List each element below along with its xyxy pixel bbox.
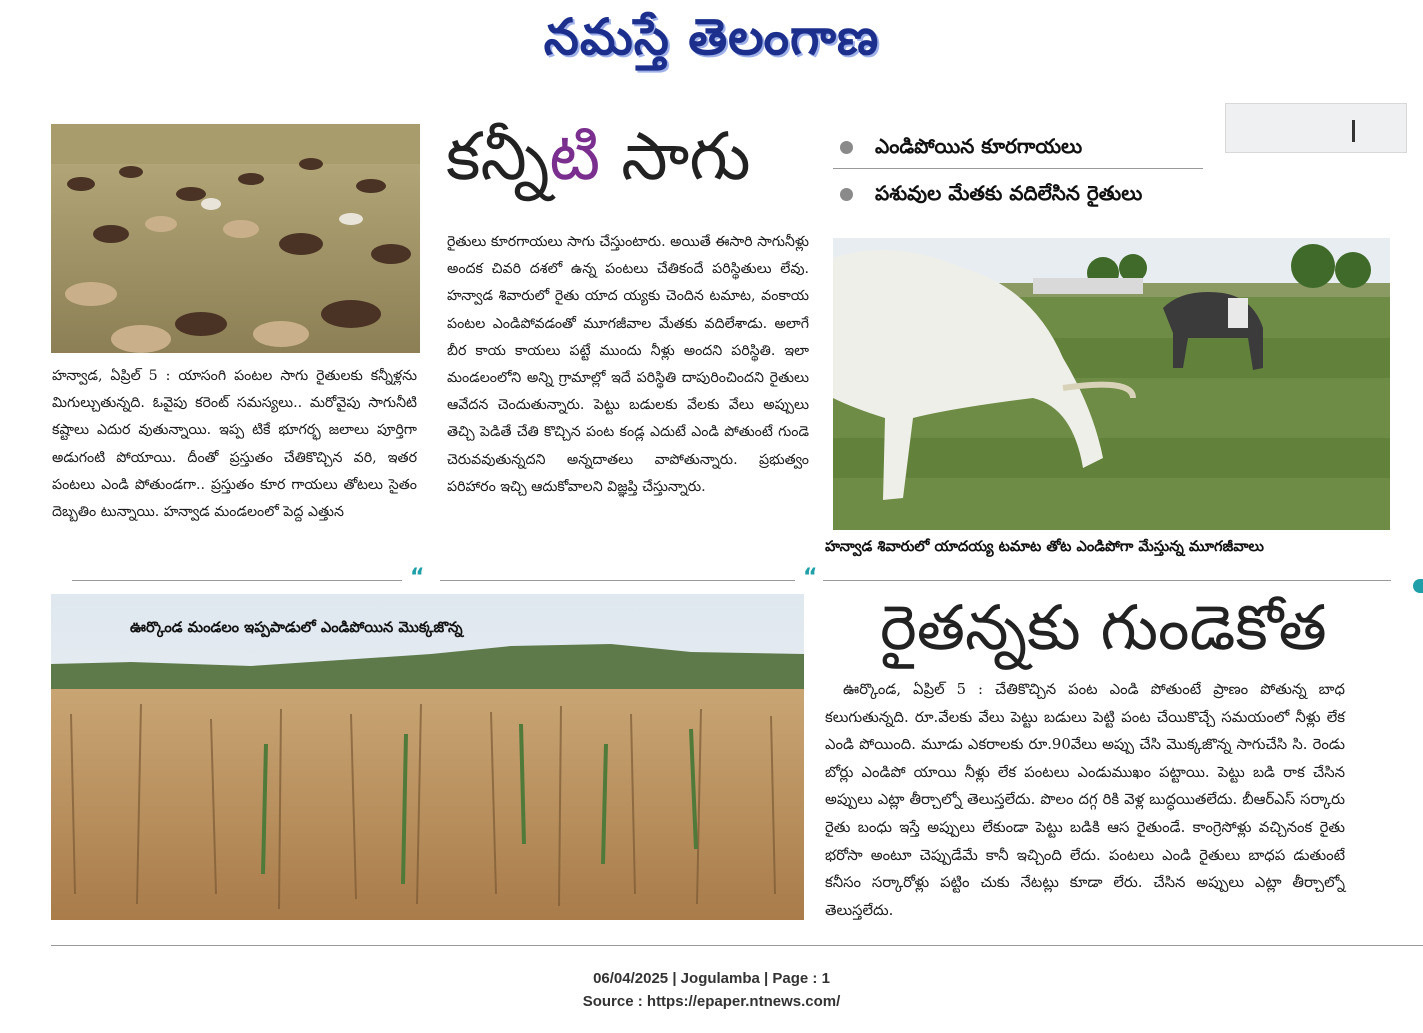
corner-box bbox=[1225, 103, 1407, 153]
maize-photo bbox=[51, 594, 804, 920]
quote-mark-icon: “ bbox=[410, 565, 425, 590]
main-story-body: రైతులు కూరగాయలు సాగు చేస్తుంటారు. అయితే ఈసారి సాగునీళ్లు అందక చివరి దశలో ఉన్న పంటలు చేతికందే పరిస్థితులు లేవు. హన్వాడ శివారులో రైతు యాద య్యకు చెందిన టమాట, వంకాయ పంటల ఎండిపోవడంతో మూగజీవాల మేతకు వదిలేశాడు. అలాగే బీర కాయ కాయలు పట్టే ముందు నీళ్లు అందని పరిస్థితి. ఇలా మండలంలోని అన్ని గ్రామాల్లో ఇదే పరిస్థితి దాపురించిందని రైతులు ఆవేదన చెందుతున్నారు. పెట్టు బడులకు వేలకు వేలు అప్పులు తెచ్చి పెడితే చేతి కొచ్చిన పంట కండ్ల ఎదుటే ఎండి పోతుంటే గుండె చెరువవుతున్నదని అన్నదాతలు వాపోతున్నారు. ప్రభుత్వం పరిహారం ఇచ్చి ఆదుకోవాలని విజ్ఞప్తి చేస్తున్నారు. bbox=[447, 234, 809, 495]
section-divider bbox=[440, 580, 795, 581]
quote-mark-icon: “ bbox=[803, 565, 818, 590]
main-headline bbox=[446, 112, 816, 202]
bullet-text: ఎండిపోయిన కూరగాయలు bbox=[875, 134, 1083, 158]
edge-marker bbox=[1413, 579, 1423, 593]
footer-source-link[interactable]: Source : https://epaper.ntnews.com/ bbox=[582, 993, 841, 1010]
bullet-icon bbox=[840, 141, 853, 154]
cow-photo-caption: హన్వాడ శివారులో యాదయ్య టమాట తోట ఎండిపోగా మేస్తున్న మూగజీవాలు bbox=[825, 538, 1264, 555]
headline-part-1: కన్నీ bbox=[446, 118, 550, 195]
bullet-text: పశువుల మేతకు వదిలేసిన రైతులు bbox=[875, 181, 1143, 205]
bullet-item bbox=[840, 134, 1082, 163]
maize-photo-caption: ఊర్కొండ మండలం ఇప్పపాడులో ఎండిపోయిన మొక్కజొన్న bbox=[130, 619, 463, 636]
footer-date-edition: 06/04/2025 | Jogulamba | Page : 1 bbox=[593, 970, 830, 987]
corner-box-mark bbox=[1352, 120, 1355, 142]
cows-photo bbox=[833, 238, 1390, 530]
footer-divider bbox=[51, 945, 1423, 946]
bullet-item bbox=[840, 181, 1142, 210]
goats-photo bbox=[51, 124, 420, 353]
bullet-icon bbox=[840, 188, 853, 201]
section-divider bbox=[72, 580, 402, 581]
masthead-title: నమస్తే తెలంగాణ bbox=[543, 8, 880, 66]
bullet-divider bbox=[833, 168, 1203, 169]
right-story-headline: రైతన్నకు గుండెకోత bbox=[880, 591, 1327, 664]
left-story-body: హన్వాడ, ఏప్రిల్ 5 : యాసంగి పంటల సాగు రైతులకు కన్నీళ్లను మిగుల్చుతున్నది. ఓవైపు కరెంట్ సమస్యలు.. మరోవైపు సాగునీటి కష్టాలు ఎదుర వుతున్నాయి. ఇప్ప టికే భూగర్భ జలాలు పూర్తిగా అడుగంటి పోయాయి. దీంతో ప్రస్తుతం చేతికొచ్చిన వరి, ఇతర పంటలు ఎండి పోతుండగా.. ప్రస్తుతం కూర గాయలు తోటలు సైతం దెబ్బతిం టున్నాయి. హన్వాడ మండలంలో పెద్ద ఎత్తున bbox=[52, 368, 417, 521]
right-story-body: ఊర్కొండ, ఏప్రిల్ 5 : చేతికొచ్చిన పంట ఎండి పోతుంటే ప్రాణం పోతున్న బాధ కలుగుతున్నది. రూ.వేలకు వేలు పెట్టు బడులు పెట్టి పంట చేయికొచ్చే సమయంలో నీళ్లు లేక ఎండి పోయింది. మూడు ఎకరాలకు రూ.90వేలు అప్పు చేసి మొక్కజొన్న సాగుచేసి సి. రెండు బోర్లు ఎండిపో యాయి నీళ్లు లేక పంటలు ఎండుముఖం పట్టాయి. పెట్టు బడి రాక చేసిన అప్పులు ఎట్లా తీర్చాల్నో తెలుస్తలేదు. పొలం దగ్గ రికి వెళ్ల బుద్ధయితలేదు. బీఆర్ఎస్ సర్కారు రైతు బంధు ఇస్తే అప్పులు లేకుండా పెట్టు బడికి ఆస రైతుండే. కాంగ్రెసోళ్లు వచ్చినంక రైతు భరోసా అంటూ చెప్పుడేమే కానీ ఇచ్చింది లేదు. పంటలు ఎండి రైతులు బాధప డుతుంటే కనీసం సర్కారోళ్లు పట్టిం చుకు నేటట్లు కూడా లేరు. చేసిన అప్పులు ఎట్లా తీర్చాల్నో తెలుస్తలేదు. bbox=[825, 681, 1345, 919]
headline-accent: టి bbox=[549, 118, 601, 195]
section-divider bbox=[823, 580, 1391, 581]
headline-part-2: సాగు bbox=[600, 118, 751, 195]
